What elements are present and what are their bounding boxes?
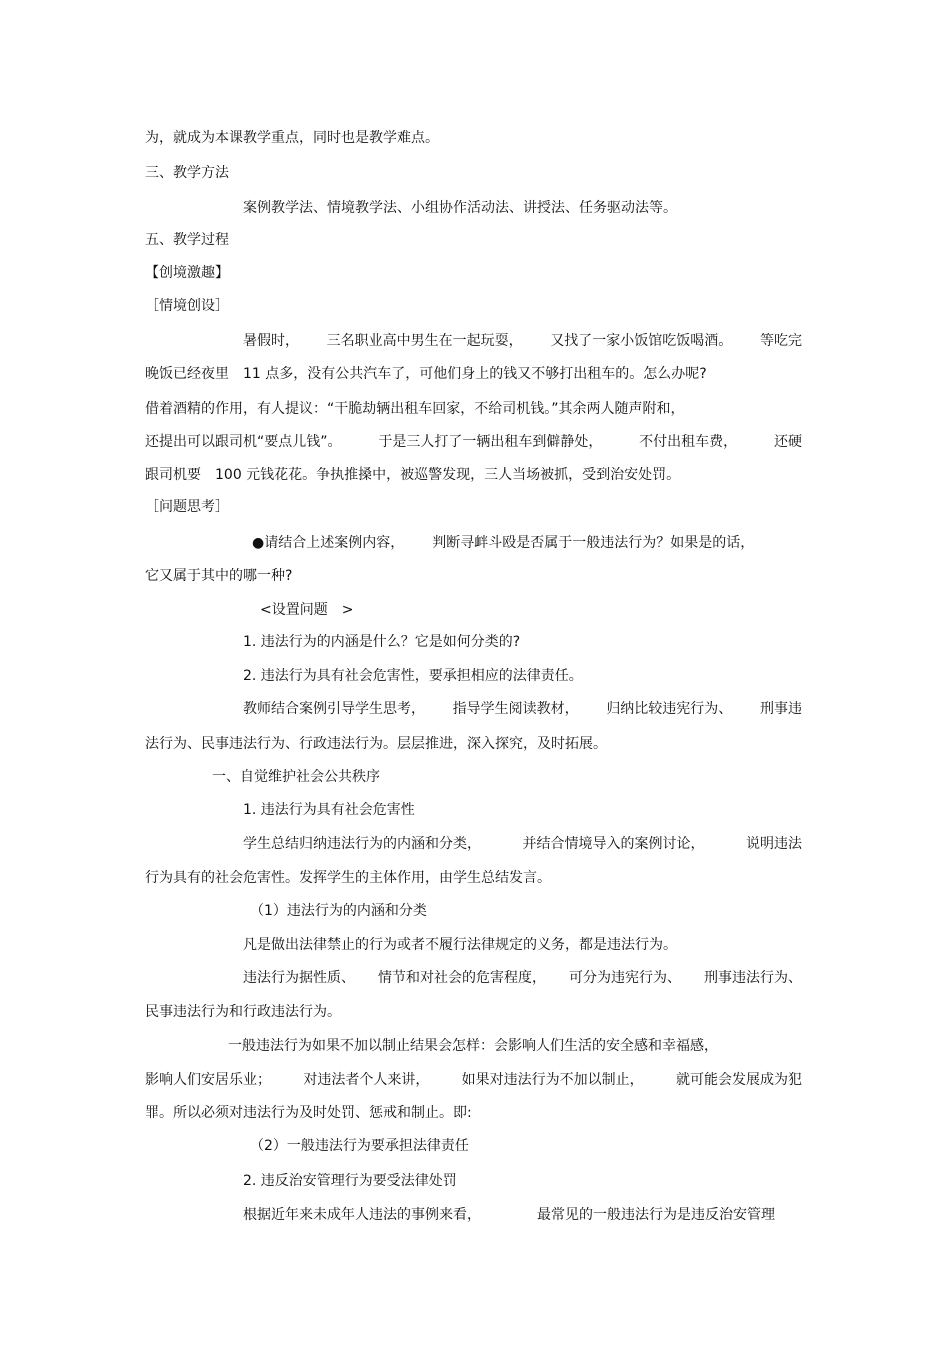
text-segment: 最常见的一般违法行为是违反治安管理 <box>537 1207 775 1223</box>
text-segment: 影响人们安居乐业； <box>145 1072 271 1088</box>
text-line: 晚饭已经夜里 11 点多，没有公共汽车了，可他们身上的钱又不够打出租车的。怎么办呢? <box>145 366 707 382</box>
text-segment: 又找了一家小饭馆吃饭喝酒。 <box>550 333 733 349</box>
text-line: 民事违法行为和行政违法行为。 <box>145 1004 341 1020</box>
text-line <box>243 332 802 350</box>
subsection-heading: （2）一般违法行为要承担法律责任 <box>250 1138 469 1154</box>
text-line: 它又属于其中的哪一种? <box>145 568 293 584</box>
text-line <box>145 433 802 451</box>
text-line <box>243 835 802 853</box>
text-line <box>243 969 802 987</box>
text-line: 跟司机要 100 元钱花花。争执推搡中，被巡警发现，三人当场被抓，受到治安处罚。 <box>145 467 681 483</box>
subsection-heading: 1. 违法行为具有社会危害性 <box>243 802 415 818</box>
text-segment: 还提出可以跟司机“要点儿钱”。 <box>145 434 342 450</box>
text-line <box>252 534 754 552</box>
text-segment: 如果对违法行为不加以制止， <box>461 1072 644 1088</box>
text-segment: 还硬 <box>774 434 802 450</box>
text-segment: 对违法者个人来讲， <box>303 1072 430 1088</box>
text-line: 一般违法行为如果不加以制止结果会怎样：会影响人们生活的安全感和幸福感， <box>228 1038 718 1054</box>
text-segment: 判断寻衅斗殴是否属于一般违法行为？如果是的话， <box>432 535 755 551</box>
text-line: 罪。所以必须对违法行为及时处罚、惩戒和制止。即: <box>145 1105 472 1121</box>
text-line: 借着酒精的作用，有人提议：“干脆劫辆出租车回家，不给司机钱。”其余两人随声附和， <box>145 401 685 417</box>
subsection-heading: （1）违法行为的内涵和分类 <box>250 903 427 919</box>
subsection-heading: 2. 违反治安管理行为要受法律处罚 <box>243 1173 457 1189</box>
text-segment: 根据近年来未成年人违法的事例来看， <box>243 1207 481 1223</box>
text-line: <设置问题 > <box>260 602 354 618</box>
section-heading: 五、教学过程 <box>145 232 229 248</box>
text-segment: 归纳比较违宪行为、 <box>606 701 733 717</box>
section-heading: 一、自觉维护社会公共秩序 <box>212 769 380 785</box>
text-line <box>145 1071 802 1089</box>
text-segment: 不付出租车费， <box>639 434 738 450</box>
text-segment: 于是三人打了一辆出租车到僻静处， <box>378 434 603 450</box>
text-segment: 可分为违宪行为、 <box>569 970 681 986</box>
text-segment: 暑假时， <box>243 333 299 349</box>
text-segment: 等吃完 <box>759 333 802 349</box>
list-item: 1. 违法行为的内涵是什么？它是如何分类的? <box>243 634 521 650</box>
subsection-heading: 【创境激趣】 <box>145 265 229 281</box>
text-segment: 说明违法 <box>746 836 802 852</box>
text-segment: 违法行为据性质、 <box>243 970 355 986</box>
text-line: 案例教学法、情境教学法、小组协作活动法、讲授法、任务驱动法等。 <box>243 200 677 216</box>
text-segment: 学生总结归纳违法行为的内涵和分类， <box>243 836 481 852</box>
text-line: 行为具有的社会危害性。发挥学生的主体作用，由学生总结发言。 <box>145 870 551 886</box>
text-line <box>243 1206 775 1224</box>
text-segment: 就可能会发展成为犯 <box>675 1072 802 1088</box>
text-segment: ●请结合上述案例内容， <box>252 535 405 551</box>
text-segment: 教师结合案例引导学生思考， <box>243 701 425 717</box>
text-segment: 刑事违 <box>759 701 802 717</box>
text-segment: 三名职业高中男生在一起玩耍， <box>326 333 523 349</box>
text-line: 凡是做出法律禁止的行为或者不履行法律规定的义务，都是违法行为。 <box>243 937 677 953</box>
text-segment: 并结合情境导入的案例讨论， <box>522 836 705 852</box>
subsection-heading: ［问题思考］ <box>145 499 229 515</box>
text-line: 为，就成为本课教学重点，同时也是教学难点。 <box>145 130 439 146</box>
text-segment: 情节和对社会的危害程度， <box>378 970 546 986</box>
text-segment: 刑事违法行为、 <box>704 970 802 986</box>
text-line: 法行为、民事违法行为、行政违法行为。层层推进，深入探究，及时拓展。 <box>145 736 607 752</box>
text-segment: 指导学生阅读教材， <box>452 701 579 717</box>
subsection-heading: ［情境创设］ <box>145 298 229 314</box>
section-heading: 三、教学方法 <box>145 165 229 181</box>
list-item: 2. 违法行为具有社会危害性，要承担相应的法律责任。 <box>243 668 583 684</box>
text-line <box>243 700 802 718</box>
